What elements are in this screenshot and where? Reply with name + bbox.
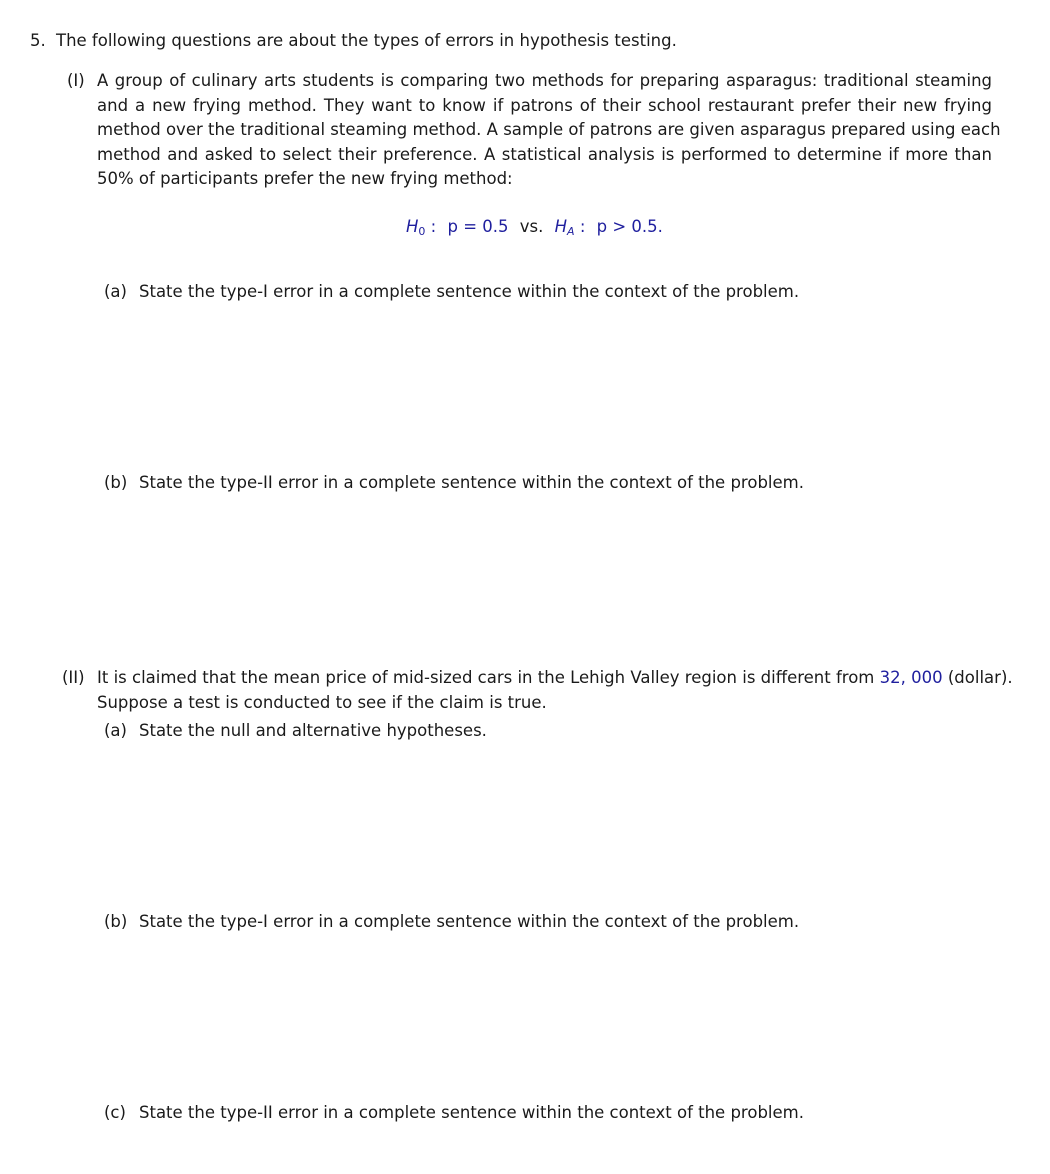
ha-subscript: A	[567, 225, 575, 238]
part-two-claim-value: 32, 000	[879, 668, 943, 687]
part-two-a-label: (a)	[104, 721, 127, 740]
part-one-line: and a new frying method. They want to know if patrons of their school restaurant prefer their new frying	[97, 95, 992, 115]
part-two-label: (II)	[62, 668, 85, 687]
part-one-line: 50% of participants prefer the new frying method:	[97, 169, 513, 188]
ha-colon: :	[579, 217, 586, 236]
part-two-claim-text: It is claimed that the mean price of mid-sized cars in the Lehigh Valley region is different from	[97, 668, 875, 687]
h0-subscript: 0	[418, 225, 426, 238]
hypotheses-equation	[406, 217, 663, 238]
ha-symbol: H	[554, 217, 568, 236]
part-two-line-1	[97, 668, 1013, 687]
part-two-b-label: (b)	[104, 912, 128, 931]
part-one-label: (I)	[67, 71, 85, 90]
part-two-c-label: (c)	[104, 1103, 126, 1122]
part-two-a-text: State the null and alternative hypotheses.	[139, 721, 487, 740]
part-one-line: A group of culinary arts students is comparing two methods for preparing asparagus: traditional steaming	[97, 71, 992, 90]
question-number: 5.	[30, 31, 46, 50]
question-intro: The following questions are about the types of errors in hypothesis testing.	[56, 31, 677, 50]
versus-text: vs.	[519, 217, 544, 236]
part-one-a-label: (a)	[104, 282, 127, 301]
h0-symbol: H	[406, 217, 419, 236]
part-two-c-text: State the type-II error in a complete sentence within the context of the problem.	[139, 1103, 804, 1122]
part-one-line: method over the traditional steaming method. A sample of patrons are given asparagus prepared using each	[97, 120, 1001, 139]
part-one-paragraph	[97, 69, 1001, 192]
ha-expression: p > 0.5.	[596, 217, 663, 236]
part-two-b-text: State the type-I error in a complete sentence within the context of the problem.	[139, 912, 800, 931]
part-one-line: method and asked to select their preference. A statistical analysis is performed to determine if more than	[97, 144, 992, 164]
part-two-claim-unit: (dollar).	[947, 668, 1013, 687]
part-one-a-text: State the type-I error in a complete sentence within the context of the problem.	[139, 282, 800, 301]
h0-colon: :	[430, 217, 437, 236]
part-one-b-text: State the type-II error in a complete sentence within the context of the problem.	[139, 473, 804, 492]
part-one-b-label: (b)	[104, 473, 128, 492]
part-two-line-2: Suppose a test is conducted to see if the claim is true.	[97, 693, 547, 712]
h0-expression: p = 0.5	[447, 217, 509, 236]
